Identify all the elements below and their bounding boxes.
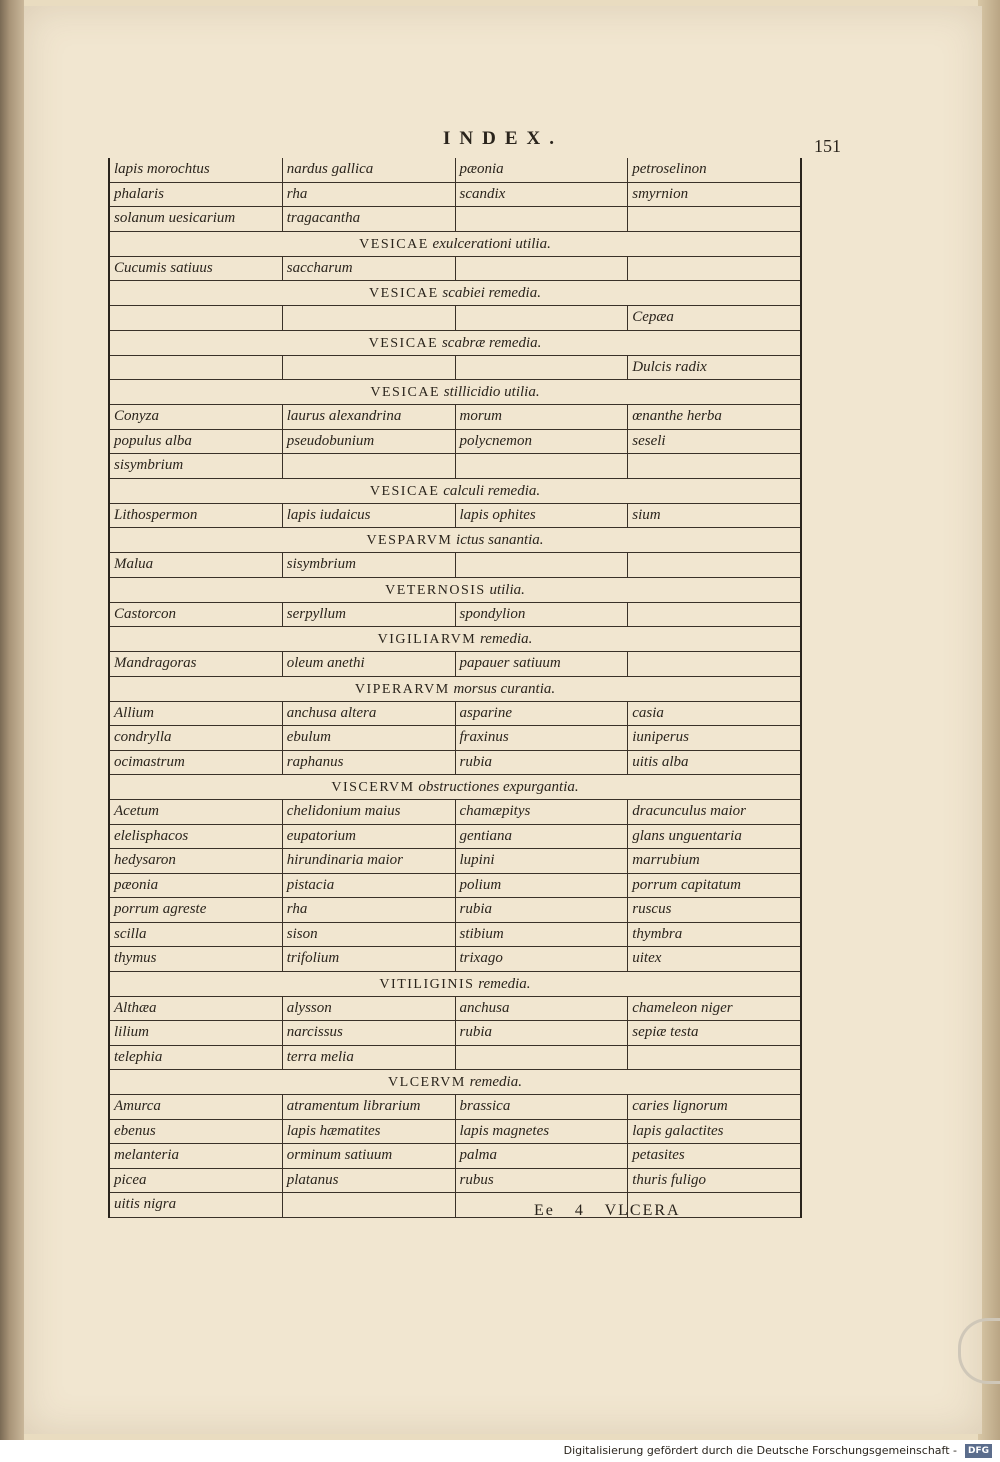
table-cell: scandix <box>456 183 629 207</box>
table-cell: trixago <box>456 947 629 971</box>
table-row <box>110 1193 800 1218</box>
table-cell: terra melia <box>283 1046 456 1070</box>
table-cell: thymus <box>110 947 283 971</box>
catchword-line <box>534 1202 695 1220</box>
table-cell: condrylla <box>110 726 283 750</box>
heading-rest: scabiei remedia. <box>442 285 541 301</box>
table-cell <box>456 356 629 380</box>
heading-caps: VESICAE <box>359 236 429 252</box>
heading-caps: VESICAE <box>369 286 439 301</box>
heading-rest: morsus curantia. <box>453 680 556 697</box>
table-row <box>110 158 800 183</box>
table-cell: polium <box>456 874 629 898</box>
table-cell: narcissus <box>283 1021 456 1045</box>
section-heading <box>110 972 800 997</box>
table-cell: sisymbrium <box>110 454 283 478</box>
table-cell: Lithospermon <box>110 504 283 528</box>
table-row <box>110 1021 800 1046</box>
table-cell: lapis iudaicus <box>283 504 456 528</box>
table-cell: anchusa <box>456 997 629 1021</box>
table-row <box>110 306 800 331</box>
dfg-logo: DFG <box>965 1444 992 1458</box>
table-cell: uitis alba <box>632 753 689 770</box>
table-row <box>110 923 800 948</box>
table-cell: casia <box>632 704 664 721</box>
heading-caps: VESICAE <box>370 385 441 400</box>
table-row <box>110 1120 800 1145</box>
table-cell <box>456 553 629 577</box>
table-cell: sisymbrium <box>283 553 456 577</box>
heading-rest: remedia. <box>469 1074 522 1090</box>
heading-caps: VIGILIARVM <box>377 632 477 647</box>
heading-caps: VESICAE <box>368 335 439 351</box>
heading-caps: VISCERVM <box>331 780 415 795</box>
heading-rest: remedia. <box>478 975 531 992</box>
table-cell: Althæa <box>110 997 283 1021</box>
table-cell: lapis ophites <box>456 504 629 528</box>
table-row <box>110 997 800 1022</box>
heading-rest: calculi remedia. <box>443 482 541 499</box>
table-cell: orminum satiuum <box>283 1144 456 1168</box>
table-cell <box>283 306 456 330</box>
page-number: 151 <box>814 136 841 156</box>
table-cell: eupatorium <box>283 825 456 849</box>
table-cell <box>628 603 800 627</box>
table-cell: sison <box>283 923 456 947</box>
table-cell: tragacantha <box>283 207 456 231</box>
table-cell: alysson <box>283 997 456 1021</box>
table-row <box>110 800 800 825</box>
table-cell <box>456 1046 629 1070</box>
table-cell: glans unguentaria <box>632 827 742 844</box>
table-cell: anchusa altera <box>283 702 456 726</box>
table-cell: nardus gallica <box>283 158 456 182</box>
table-cell: oleum anethi <box>283 652 456 676</box>
table-cell: chameleon niger <box>632 999 733 1016</box>
table-row <box>110 751 800 776</box>
heading-rest: scabræ remedia. <box>441 334 542 351</box>
table-cell: porrum agreste <box>110 898 283 922</box>
table-cell: œnanthe herba <box>632 408 722 424</box>
section-heading <box>110 677 800 702</box>
section-heading <box>110 331 800 356</box>
table-cell: thymbra <box>632 925 683 942</box>
table-cell: palma <box>456 1144 629 1168</box>
table-cell: brassica <box>456 1095 629 1119</box>
table-cell: Cepæa <box>632 309 674 325</box>
table-row <box>110 603 800 628</box>
table-row <box>110 652 800 677</box>
table-cell: sepiæ testa <box>632 1024 699 1040</box>
table-cell: pistacia <box>283 874 456 898</box>
table-cell: uitex <box>632 950 662 966</box>
heading-caps: VIPERARVM <box>354 681 450 697</box>
table-row <box>110 898 800 923</box>
index-table <box>108 158 802 1218</box>
heading-rest: exulcerationi utilia. <box>432 235 551 252</box>
table-cell <box>110 356 283 380</box>
running-head: INDEX. <box>443 128 563 149</box>
table-cell <box>456 306 629 330</box>
table-cell: atramentum librarium <box>283 1095 456 1119</box>
table-cell: pseudobunium <box>283 430 456 454</box>
table-cell: melanteria <box>110 1144 283 1168</box>
table-cell: rubia <box>456 1021 629 1045</box>
table-cell: lapis magnetes <box>456 1120 629 1144</box>
table-row <box>110 553 800 578</box>
table-cell <box>456 207 629 231</box>
table-cell: Allium <box>110 702 283 726</box>
table-cell: populus alba <box>110 430 283 454</box>
table-cell: ocimastrum <box>110 751 283 775</box>
table-cell: laurus alexandrina <box>283 405 456 429</box>
table-cell: stibium <box>456 923 629 947</box>
table-cell: lupini <box>456 849 629 873</box>
table-row <box>110 504 800 529</box>
section-heading <box>110 1070 800 1095</box>
table-cell: telephia <box>110 1046 283 1070</box>
section-heading <box>110 479 800 504</box>
table-cell <box>628 454 800 478</box>
table-cell: asparine <box>456 702 629 726</box>
table-cell: Malua <box>110 553 283 577</box>
table-cell: smyrnion <box>632 185 689 202</box>
table-row <box>110 405 800 430</box>
heading-rest: ictus sanantia. <box>456 532 544 548</box>
table-cell: platanus <box>283 1169 456 1193</box>
book-page <box>24 6 982 1434</box>
table-cell: lilium <box>110 1021 283 1045</box>
table-cell: serpyllum <box>283 603 456 627</box>
table-cell: trifolium <box>283 947 456 971</box>
table-cell <box>628 652 800 676</box>
table-cell <box>628 207 800 231</box>
footer-credit: Digitalisierung gefördert durch die Deutsche Forschungsgemeinschaft - <box>563 1444 957 1457</box>
table-cell: elelisphacos <box>110 825 283 849</box>
table-cell: chelidonium maius <box>283 800 456 824</box>
table-cell: caries lignorum <box>632 1098 728 1114</box>
table-cell <box>456 454 629 478</box>
table-cell: marrubium <box>632 852 700 868</box>
section-heading <box>110 232 800 257</box>
table-row <box>110 1046 800 1071</box>
table-cell <box>283 1193 456 1217</box>
table-cell: morum <box>456 405 629 429</box>
table-row <box>110 430 800 455</box>
table-cell: papauer satiuum <box>456 652 629 676</box>
table-row <box>110 1095 800 1120</box>
signature-number: 4 <box>574 1202 585 1219</box>
table-cell <box>283 356 456 380</box>
table-cell: saccharum <box>283 257 456 281</box>
table-cell <box>456 257 629 281</box>
table-cell: petasites <box>632 1147 685 1163</box>
table-cell: phalaris <box>110 183 283 207</box>
table-cell: Mandragoras <box>110 652 283 676</box>
table-cell: fraxinus <box>456 726 629 750</box>
table-cell: rubus <box>456 1169 629 1193</box>
table-cell: Cucumis satiuus <box>110 257 283 281</box>
table-cell: pæonia <box>456 158 629 182</box>
signature-mark: Ee <box>534 1202 555 1219</box>
table-cell <box>628 1046 800 1070</box>
table-cell: petroselinon <box>632 161 707 177</box>
table-cell: rubia <box>456 751 629 775</box>
table-cell: raphanus <box>283 751 456 775</box>
binding-edge <box>0 0 24 1440</box>
heading-rest: remedia. <box>480 631 533 647</box>
table-row <box>110 874 800 899</box>
table-cell: rha <box>283 183 456 207</box>
table-cell: rubia <box>456 898 629 922</box>
table-row <box>110 207 800 232</box>
heading-rest: obstructiones expurgantia. <box>418 779 579 795</box>
table-row <box>110 947 800 972</box>
table-cell: rha <box>283 898 456 922</box>
table-cell: lapis galactites <box>632 1122 724 1139</box>
table-cell: seseli <box>632 432 666 449</box>
table-cell: chamæpitys <box>456 800 629 824</box>
table-cell: hirundinaria maior <box>283 849 456 873</box>
table-row <box>110 183 800 208</box>
section-heading <box>110 627 800 652</box>
section-heading <box>110 380 800 405</box>
table-cell <box>628 553 800 577</box>
table-row <box>110 356 800 381</box>
heading-caps: VETERNOSIS <box>385 582 486 598</box>
table-cell <box>110 306 283 330</box>
table-cell <box>283 454 456 478</box>
table-cell <box>628 257 800 281</box>
table-cell: solanum uesicarium <box>110 207 283 231</box>
section-heading <box>110 775 800 800</box>
table-row <box>110 257 800 282</box>
heading-caps: VITILIGINIS <box>379 976 475 992</box>
section-heading <box>110 281 800 306</box>
table-cell: hedysaron <box>110 849 283 873</box>
table-cell: ebenus <box>110 1120 283 1144</box>
heading-caps: VESICAE <box>369 483 440 499</box>
table-cell: ebulum <box>283 726 456 750</box>
table-cell: thuris fuligo <box>632 1171 707 1188</box>
table-cell: scilla <box>110 923 283 947</box>
heading-caps: VESPARVM <box>366 533 453 548</box>
table-cell: uitis nigra <box>110 1193 283 1217</box>
table-cell: lapis hæmatites <box>283 1120 456 1144</box>
table-row <box>110 1144 800 1169</box>
table-cell: gentiana <box>456 825 629 849</box>
heading-rest: utilia. <box>489 581 525 598</box>
table-cell: Acetum <box>110 800 283 824</box>
table-row <box>110 1169 800 1194</box>
table-row <box>110 454 800 479</box>
table-cell: Conyza <box>110 405 283 429</box>
heading-caps: VLCERVM <box>388 1075 466 1090</box>
section-heading <box>110 578 800 603</box>
table-cell: picea <box>110 1169 283 1193</box>
table-cell: porrum capitatum <box>632 876 741 893</box>
table-row <box>110 825 800 850</box>
table-row <box>110 849 800 874</box>
table-cell: iuniperus <box>632 729 689 745</box>
heading-rest: stillicidio utilia. <box>443 384 540 400</box>
table-row <box>110 702 800 727</box>
table-cell: pæonia <box>110 874 283 898</box>
table-cell: lapis morochtus <box>110 158 283 182</box>
table-cell: Amurca <box>110 1095 283 1119</box>
table-cell: Dulcis radix <box>632 358 707 375</box>
table-cell: ruscus <box>632 901 672 917</box>
table-cell: dracunculus maior <box>632 803 746 819</box>
catchword: VLCERA <box>604 1202 681 1219</box>
section-heading <box>110 528 800 553</box>
table-cell: spondylion <box>456 603 629 627</box>
table-cell: sium <box>632 506 661 523</box>
table-cell: polycnemon <box>456 430 629 454</box>
footer-bar <box>0 1440 1000 1462</box>
table-row <box>110 726 800 751</box>
table-cell: Castorcon <box>110 603 283 627</box>
